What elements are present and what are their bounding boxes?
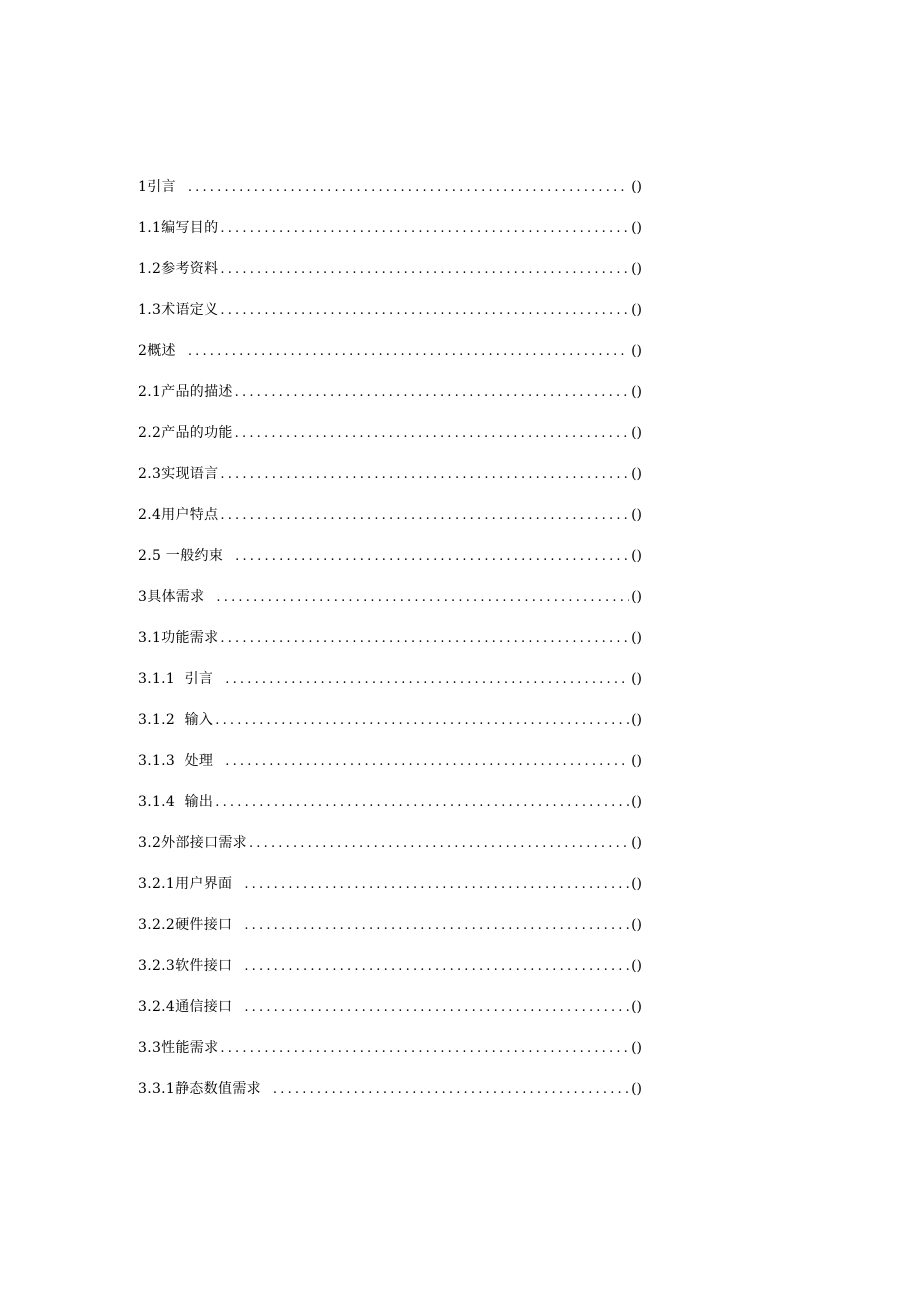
- toc-entry-page: (): [631, 917, 642, 933]
- toc-leader-dots: [225, 670, 629, 690]
- toc-entry-label: 3.1功能需求: [138, 630, 219, 646]
- toc-entry[interactable]: [138, 669, 642, 710]
- toc-entry-page: (): [631, 548, 642, 564]
- toc-entry-label: 3.1.1 引言: [138, 671, 214, 687]
- toc-leader-dots: [215, 793, 629, 813]
- toc-entry-page: (): [631, 425, 642, 441]
- toc-entry-label: 3.1.4 输出: [138, 794, 214, 810]
- table-of-contents: [138, 177, 642, 1120]
- toc-entry-label: 3.2外部接口需求: [138, 835, 247, 851]
- toc-entry-label: 3.2.1用户界面: [138, 876, 233, 892]
- toc-entry-label: 3.2.4通信接口: [138, 999, 233, 1015]
- toc-entry[interactable]: [138, 464, 642, 505]
- toc-entry[interactable]: [138, 628, 642, 669]
- toc-leader-dots: [244, 916, 629, 936]
- toc-leader-dots: [244, 875, 629, 895]
- toc-entry[interactable]: [138, 915, 642, 956]
- toc-leader-dots: [220, 629, 629, 649]
- toc-entry[interactable]: [138, 300, 642, 341]
- toc-entry-page: (): [631, 958, 642, 974]
- toc-entry[interactable]: [138, 1079, 642, 1120]
- toc-entry-page: (): [631, 999, 642, 1015]
- toc-entry[interactable]: [138, 874, 642, 915]
- toc-entry-label: 3.1.3 处理: [138, 753, 214, 769]
- toc-entry[interactable]: [138, 423, 642, 464]
- toc-entry-label: 3.2.2硬件接口: [138, 917, 233, 933]
- toc-entry-label: 2.4用户特点: [138, 507, 219, 523]
- toc-entry[interactable]: [138, 956, 642, 997]
- toc-entry-page: (): [631, 1040, 642, 1056]
- toc-leader-dots: [273, 1080, 629, 1100]
- toc-entry-page: (): [631, 507, 642, 523]
- toc-entry-label: 3.3性能需求: [138, 1040, 219, 1056]
- toc-entry-label: 2.5 一般约束: [138, 548, 224, 564]
- toc-entry-page: (): [631, 671, 642, 687]
- toc-leader-dots: [225, 752, 629, 772]
- toc-leader-dots: [244, 957, 629, 977]
- toc-entry-label: 3具体需求: [138, 589, 205, 605]
- toc-entry[interactable]: [138, 259, 642, 300]
- toc-entry[interactable]: [138, 341, 642, 382]
- toc-entry-label: 3.2.3软件接口: [138, 958, 233, 974]
- toc-entry[interactable]: [138, 505, 642, 546]
- toc-entry-page: (): [631, 712, 642, 728]
- toc-leader-dots: [216, 588, 629, 608]
- toc-entry[interactable]: [138, 218, 642, 259]
- toc-entry-page: (): [631, 794, 642, 810]
- toc-leader-dots: [220, 1039, 629, 1059]
- toc-entry-label: 2.1产品的描述: [138, 384, 233, 400]
- toc-entry-label: 2.2产品的功能: [138, 425, 233, 441]
- toc-entry-page: (): [631, 753, 642, 769]
- toc-entry-label: 2.3实现语言: [138, 466, 219, 482]
- toc-entry-page: (): [631, 384, 642, 400]
- toc-entry-page: (): [631, 1081, 642, 1097]
- toc-entry-page: (): [631, 302, 642, 318]
- toc-leader-dots: [235, 547, 629, 567]
- toc-leader-dots: [220, 506, 629, 526]
- toc-entry-label: 1.3术语定义: [138, 302, 219, 318]
- toc-entry-page: (): [631, 466, 642, 482]
- toc-entry-label: 1引言: [138, 179, 176, 195]
- toc-entry[interactable]: [138, 997, 642, 1038]
- toc-entry[interactable]: [138, 382, 642, 423]
- toc-entry[interactable]: [138, 792, 642, 833]
- toc-entry-page: (): [631, 220, 642, 236]
- toc-entry[interactable]: [138, 833, 642, 874]
- toc-leader-dots: [215, 711, 629, 731]
- toc-entry-page: (): [631, 876, 642, 892]
- toc-leader-dots: [249, 834, 629, 854]
- toc-leader-dots: [235, 424, 629, 444]
- toc-entry[interactable]: [138, 587, 642, 628]
- toc-entry[interactable]: [138, 751, 642, 792]
- toc-entry-page: (): [631, 835, 642, 851]
- toc-entry-label: 1.1编写目的: [138, 220, 219, 236]
- toc-entry[interactable]: [138, 710, 642, 751]
- toc-leader-dots: [220, 465, 629, 485]
- toc-leader-dots: [188, 342, 629, 362]
- toc-leader-dots: [220, 301, 629, 321]
- toc-entry-page: (): [631, 261, 642, 277]
- toc-entry-label: 1.2参考资料: [138, 261, 219, 277]
- toc-entry-label: 2概述: [138, 343, 176, 359]
- toc-leader-dots: [188, 178, 629, 198]
- toc-entry-page: (): [631, 630, 642, 646]
- toc-leader-dots: [235, 383, 629, 403]
- toc-leader-dots: [220, 219, 629, 239]
- toc-entry[interactable]: [138, 1038, 642, 1079]
- toc-entry-page: (): [631, 589, 642, 605]
- toc-entry[interactable]: [138, 177, 642, 218]
- toc-entry[interactable]: [138, 546, 642, 587]
- toc-entry-page: (): [631, 179, 642, 195]
- toc-entry-label: 3.3.1静态数值需求: [138, 1081, 261, 1097]
- toc-entry-page: (): [631, 343, 642, 359]
- toc-entry-label: 3.1.2 输入: [138, 712, 214, 728]
- toc-leader-dots: [244, 998, 629, 1018]
- toc-leader-dots: [220, 260, 629, 280]
